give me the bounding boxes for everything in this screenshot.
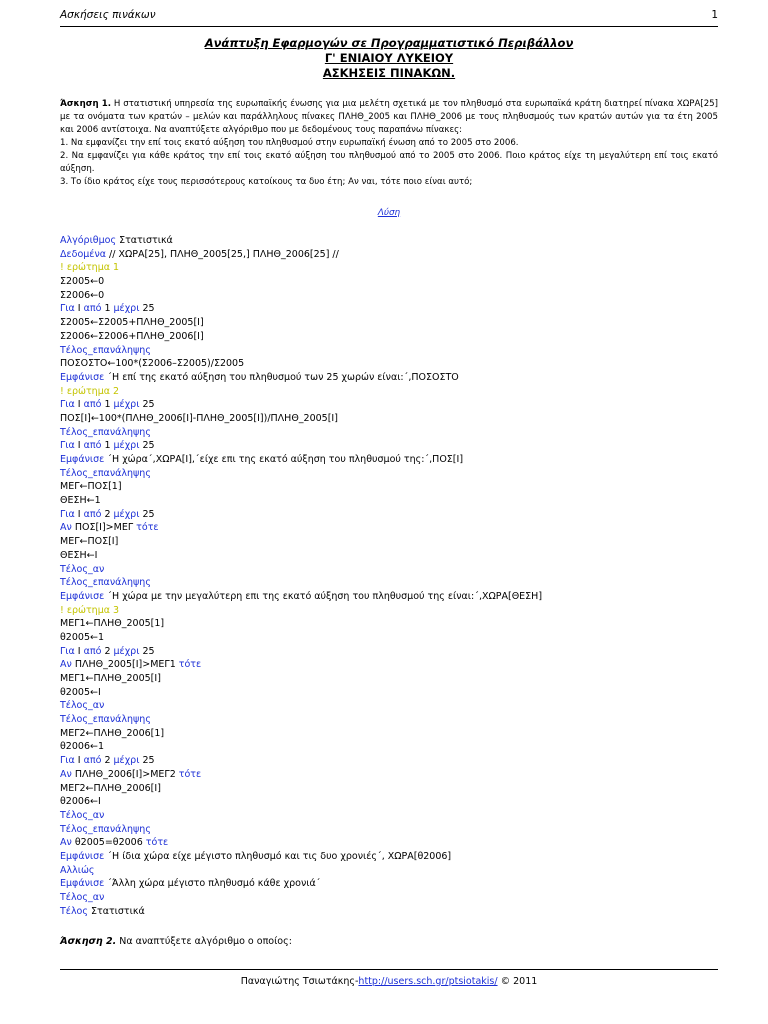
code-text: ΄Η ίδια χώρα είχε μέγιστο πληθυσμό και τις δυο χρονιές΄, ΧΩΡΑ[θ2006] — [104, 850, 452, 862]
code-keyword: Αν — [60, 837, 72, 849]
code-text: Σ2006←0 — [60, 289, 105, 301]
code-keyword: Τέλος_επανάληψης — [60, 577, 151, 589]
code-text: 1 — [101, 303, 114, 315]
code-keyword: μέχρι — [113, 508, 140, 520]
code-line — [60, 344, 720, 358]
code-line — [60, 727, 720, 741]
code-text: θ2005←Ι — [60, 686, 101, 698]
code-keyword: Τέλος_επανάληψης — [60, 467, 151, 479]
code-keyword: τότε — [178, 659, 202, 671]
code-text: 2 — [101, 755, 114, 767]
footer-link[interactable]: http://users.sch.gr/ptsiotakis/ — [358, 976, 498, 987]
code-line — [60, 891, 720, 905]
code-line — [60, 604, 720, 618]
code-line — [60, 467, 720, 481]
code-line — [60, 795, 720, 809]
code-keyword: Τέλος — [60, 905, 88, 917]
code-keyword: Για — [60, 755, 75, 767]
code-text: ΠΟΣ[Ι]←100*(ΠΛΗΘ_2006[Ι]-ΠΛΗΘ_2005[Ι])/ΠΛΗΘ_2005[Ι] — [60, 412, 338, 424]
code-text: Στατιστικά — [87, 905, 145, 917]
code-text: ΜΕΓ←ΠΟΣ[Ι] — [60, 536, 119, 548]
code-text: 25 — [139, 645, 155, 657]
code-keyword: Τέλος_επανάληψης — [60, 426, 151, 438]
code-text: ΠΛΗΘ_2006[Ι]>ΜΕΓ2 — [71, 768, 179, 780]
code-text: ΠΟΣ[Ι]>ΜΕΓ — [71, 522, 137, 534]
code-comment: ! ερώτημα 3 — [60, 604, 120, 616]
code-keyword: Τέλος_αν — [60, 809, 105, 821]
code-text: θ2005=θ2006 — [71, 837, 146, 849]
code-keyword: Εμφάνισε — [60, 371, 105, 383]
code-line — [60, 645, 720, 659]
exercise-1-intro — [60, 98, 718, 137]
code-line — [60, 480, 720, 494]
code-text: ΜΕΓ1←ΠΛΗΘ_2005[1] — [60, 618, 165, 630]
exercise-2-text: Να αναπτύξετε αλγόριθμο ο οποίος: — [116, 936, 292, 947]
code-line — [60, 699, 720, 713]
code-keyword: Για — [60, 303, 75, 315]
code-keyword: Τέλος_επανάληψης — [60, 823, 151, 835]
code-line — [60, 631, 720, 645]
code-line — [60, 576, 720, 590]
code-text: ΄Η χώρα΄,ΧΩΡΑ[Ι],΄είχε επι της εκατό αύξηση του πληθυσμού της:΄,ΠΟΣ[Ι] — [104, 454, 464, 465]
code-keyword: από — [83, 303, 102, 315]
exercise-1-question-1: 1. Να εμφανίζει την επί τοις εκατό αύξηση του πληθυσμού στην ευρωπαϊκή ένωση από το 2005 στο 2006. — [60, 138, 519, 148]
code-line — [60, 864, 720, 878]
code-line — [60, 521, 720, 535]
code-comment: ! ερώτημα 2 — [60, 385, 120, 397]
code-line — [60, 385, 720, 399]
code-line — [60, 809, 720, 823]
code-keyword: Εμφάνισε — [60, 454, 105, 465]
code-keyword: Αν — [60, 522, 72, 534]
code-keyword: μέχρι — [113, 440, 140, 452]
document-title — [60, 36, 718, 81]
code-text: Στατιστικά — [116, 235, 173, 246]
code-line — [60, 261, 720, 275]
code-keyword: Τέλος_αν — [60, 892, 105, 903]
page-header — [60, 8, 718, 27]
code-line — [60, 713, 720, 727]
code-text: ΜΕΓ2←ΠΛΗΘ_2006[1] — [60, 727, 165, 739]
code-keyword: Εμφάνισε — [60, 590, 105, 602]
code-text: θ2005←1 — [60, 631, 104, 643]
code-text: Ι — [74, 508, 84, 520]
page-footer — [60, 969, 718, 987]
code-line — [60, 234, 720, 248]
code-line — [60, 617, 720, 631]
code-line — [60, 357, 720, 371]
code-text: Σ2005←Σ2005+ΠΛΗΘ_2005[Ι] — [60, 317, 204, 329]
exercise-2-label: Άσκηση 2. — [60, 936, 117, 947]
code-line — [60, 439, 720, 453]
footer-author: Παναγιώτης Τσιωτάκης- — [240, 976, 359, 987]
code-keyword: από — [83, 440, 102, 452]
code-line — [60, 508, 720, 522]
title-line-1: Ανάπτυξη Εφαρμογών σε Προγραμματιστικό Περιβάλλον — [204, 36, 574, 50]
code-keyword: μέχρι — [113, 303, 140, 315]
code-text: ΄Η επί της εκατό αύξηση του πληθυσμού των 25 χωρών είναι:΄,ΠΟΣΟΣΤΟ — [104, 371, 459, 383]
code-keyword: Τέλος_επανάληψης — [60, 714, 151, 726]
code-keyword: Εμφάνισε — [60, 878, 105, 890]
code-line — [60, 426, 720, 440]
code-text: θ2006←1 — [60, 741, 104, 753]
code-text: 25 — [139, 399, 155, 411]
code-keyword: τότε — [145, 837, 169, 849]
code-keyword: Τέλος_επανάληψης — [60, 344, 151, 356]
code-keyword: Αν — [60, 768, 72, 780]
code-line — [60, 823, 720, 837]
exercise-1-question-2: 2. Να εμφανίζει για κάθε κράτος την επί τοις εκατό αύξηση του πληθυσμού από το 2005 στο 2006. Ποιο κράτος είχε τη μεγαλύτερη επί τοις εκατό αύξηση. — [60, 151, 718, 174]
code-line — [60, 836, 720, 850]
title-line-2: Γ' ΕΝΙΑΙΟΥ ΛΥΚΕΙΟΥ — [324, 51, 454, 65]
code-keyword: Τέλος_αν — [60, 700, 105, 712]
code-line — [60, 494, 720, 508]
code-text: ΜΕΓ←ΠΟΣ[1] — [60, 481, 122, 493]
code-line — [60, 754, 720, 768]
code-keyword: από — [83, 755, 102, 767]
code-keyword: μέχρι — [113, 645, 140, 657]
code-text: Ι — [74, 755, 84, 767]
code-line — [60, 330, 720, 344]
code-text: ΠΟΣΟΣΤΟ←100*(Σ2006–Σ2005)/Σ2005 — [60, 358, 245, 370]
code-text: Σ2006←Σ2006+ΠΛΗΘ_2006[Ι] — [60, 330, 204, 342]
code-keyword: από — [83, 399, 102, 411]
code-line — [60, 302, 720, 316]
code-line — [60, 289, 720, 303]
code-line — [60, 740, 720, 754]
exercise-1-text: Η στατιστική υπηρεσία της ευρωπαϊκής ένωσης για μια μελέτη σχετικά με τον πληθυσμό στα ευρωπαϊκά κράτη διατηρεί πίνακα ΧΩΡΑ[25] με τα ονόματα των κρατών – μελών και παράλληλους πίνακες ΠΛΗΘ_2005 και ΠΛΗΘ_2006 με τους πληθυσμούς των κρατών αυτών για τα έτη 2005 και 2006 αντίστοιχα. Να αναπτύξετε αλγόριθμο που με δεδομένους τους παραπάνω πίνακες: — [60, 99, 718, 135]
code-line — [60, 549, 720, 563]
code-line — [60, 563, 720, 577]
code-keyword: Για — [60, 645, 75, 657]
code-keyword: Αλλιώς — [60, 864, 95, 876]
code-text: Ι — [74, 645, 84, 657]
code-line — [60, 535, 720, 549]
code-line — [60, 768, 720, 782]
code-text: ΄Άλλη χώρα μέγιστο πληθυσμό κάθε χρονιά΄ — [104, 878, 321, 890]
code-text: // ΧΩΡΑ[25], ΠΛΗΘ_2005[25,] ΠΛΗΘ_2006[25] // — [106, 248, 339, 260]
code-line — [60, 316, 720, 330]
code-keyword: μέχρι — [113, 755, 140, 767]
code-text: ΘΕΣΗ←1 — [60, 495, 101, 507]
code-text: 1 — [101, 399, 114, 411]
title-line-3: ΑΣΚΗΣΕΙΣ ΠΙΝΑΚΩΝ. — [322, 66, 456, 80]
code-keyword: Για — [60, 399, 75, 411]
code-line — [60, 275, 720, 289]
code-text: Ι — [74, 440, 84, 452]
code-line — [60, 672, 720, 686]
code-text: ΄Η χώρα με την μεγαλύτερη επι της εκατό αύξηση του πληθυσμού της είναι:΄,ΧΩΡΑ[ΘΕΣΗ] — [104, 590, 543, 602]
code-text: 25 — [139, 440, 155, 452]
solution-heading: Λύση — [377, 208, 401, 218]
footer-copyright: © 2011 — [497, 976, 538, 987]
code-line — [60, 453, 720, 467]
exercise-2-statement — [60, 936, 292, 947]
code-keyword: τότε — [136, 522, 159, 534]
code-text: Ι — [74, 399, 84, 411]
algorithm-code-block — [60, 234, 720, 918]
code-keyword: από — [83, 508, 102, 520]
code-text: 1 — [101, 440, 114, 452]
code-keyword: από — [83, 645, 102, 657]
code-text: 2 — [101, 508, 114, 520]
code-line — [60, 782, 720, 796]
page-number: 1 — [711, 9, 718, 21]
code-comment: ! ερώτημα 1 — [60, 262, 120, 274]
code-keyword: Αλγόριθμος — [60, 235, 117, 246]
code-text: 2 — [101, 645, 114, 657]
code-line — [60, 905, 720, 919]
code-line — [60, 850, 720, 864]
code-keyword: Για — [60, 440, 75, 452]
code-text: Σ2005←0 — [60, 276, 105, 288]
code-text: ΘΕΣΗ←Ι — [60, 549, 98, 561]
code-keyword: Τέλος_αν — [60, 563, 105, 575]
code-line — [60, 248, 720, 262]
code-line — [60, 590, 720, 604]
code-keyword: τότε — [178, 768, 202, 780]
code-line — [60, 686, 720, 700]
code-text: ΜΕΓ2←ΠΛΗΘ_2006[Ι] — [60, 782, 161, 794]
code-keyword: Αν — [60, 659, 72, 671]
code-line — [60, 412, 720, 426]
code-keyword: Δεδομένα — [60, 248, 107, 260]
code-line — [60, 371, 720, 385]
code-text: ΜΕΓ1←ΠΛΗΘ_2005[Ι] — [60, 673, 161, 684]
exercise-1-label: Άσκηση 1. — [60, 99, 111, 109]
code-keyword: Για — [60, 508, 75, 520]
code-text: 25 — [139, 755, 155, 767]
code-line — [60, 658, 720, 672]
code-line — [60, 877, 720, 891]
code-text: 25 — [139, 303, 155, 315]
header-title: Ασκήσεις πινάκων — [60, 9, 156, 21]
exercise-1-statement — [60, 98, 718, 189]
exercise-1-question-3: 3. Το ίδιο κράτος είχε τους περισσότερους κατοίκους τα δυο έτη; Αν ναι, τότε ποιο είναι αυτό; — [60, 177, 473, 187]
code-keyword: μέχρι — [113, 399, 140, 411]
code-text: 25 — [139, 508, 155, 520]
code-keyword: Εμφάνισε — [60, 850, 105, 862]
code-text: ΠΛΗΘ_2005[Ι]>ΜΕΓ1 — [71, 659, 179, 671]
code-line — [60, 398, 720, 412]
code-text: Ι — [74, 303, 84, 315]
code-text: θ2006←Ι — [60, 796, 101, 808]
